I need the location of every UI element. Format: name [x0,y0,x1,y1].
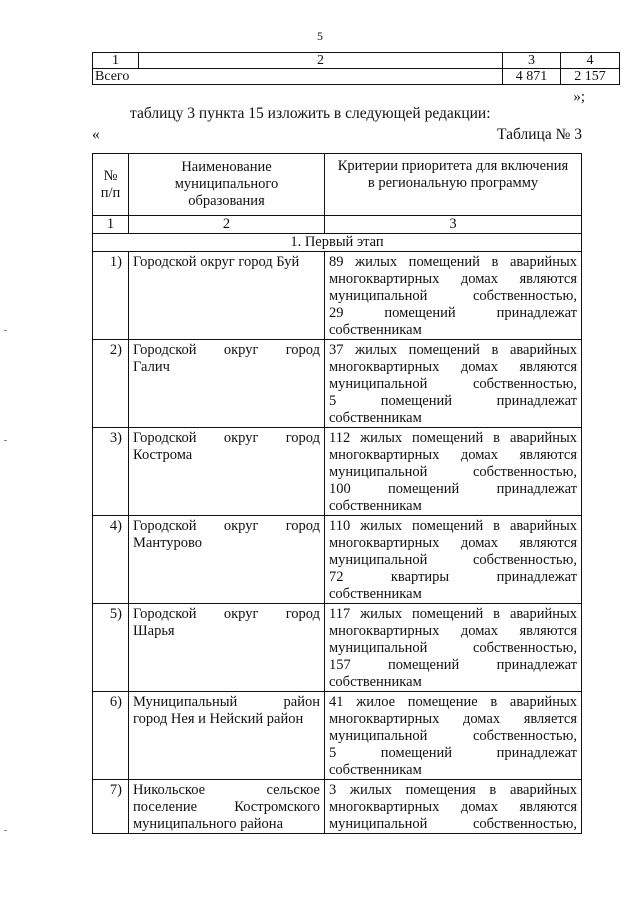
criteria-line: муниципальной собственностью, [329,640,577,656]
municipality-name-line: Шарья [133,623,175,639]
scan-artifact [4,440,7,441]
header-col-criteria [325,154,582,216]
criteria-line: собственникам [329,762,422,778]
municipality-name-line: Никольское сельское [133,782,320,798]
municipality-name [129,692,325,780]
criteria-line: 112 жилых помещений в аварийных [329,430,577,446]
table-row [93,516,582,604]
criteria-line: муниципальной собственностью, [329,816,577,832]
priority-criteria [325,604,582,692]
summary-header-cell: 1 [93,53,139,69]
municipality-name [129,252,325,340]
municipality-name [129,428,325,516]
summary-total-row [93,69,620,85]
table-row [93,428,582,516]
column-number-row [93,216,582,234]
criteria-line: многоквартирных домах являются [329,271,577,287]
row-number: 4) [93,516,129,604]
criteria-line: 89 жилых помещений в аварийных [329,254,577,270]
criteria-line: 37 жилых помещений в аварийных [329,342,577,358]
criteria-line: 41 жилое помещение в аварийных [329,694,577,710]
table-row [93,252,582,340]
table-row [93,780,582,834]
municipality-name-line: город Нея и Нейский район [133,711,304,727]
municipality-name-line: Городской округ город Буй [133,254,300,270]
row-number: 3) [93,428,129,516]
municipality-rows [93,252,582,834]
scan-artifact [4,830,7,831]
header-col-number [93,154,129,216]
stage-label: 1. Первый этап [93,234,582,252]
summary-header-cell: 2 [139,53,503,69]
opening-quote-mark: « [92,126,100,143]
header-line: Критерии приоритета для включения [337,158,569,174]
table-row [93,340,582,428]
criteria-line: 5 помещений принадлежат [329,393,577,409]
criteria-line: муниципальной собственностью, [329,464,577,480]
page-number: 5 [317,29,323,43]
municipality-name [129,604,325,692]
criteria-line: муниципальной собственностью, [329,376,577,392]
closing-quote-mark: »; [573,89,585,105]
row-number: 7) [93,780,129,834]
municipality-name-line: муниципального района [133,816,283,832]
header-line: образования [188,193,265,209]
criteria-line: собственникам [329,674,422,690]
municipality-name-line: Муниципальный район [133,694,320,710]
criteria-line: муниципальной собственностью, [329,728,577,744]
priority-criteria [325,252,582,340]
criteria-line: 110 жилых помещений в аварийных [329,518,577,534]
criteria-line: многоквартирных домах являются [329,447,577,463]
municipality-name-line: Городской округ город [133,518,320,534]
row-number: 1) [93,252,129,340]
summary-table-header-row [93,53,620,69]
summary-header-cell: 4 [561,53,620,69]
criteria-line: 117 жилых помещений в аварийных [329,606,577,622]
criteria-line: собственникам [329,498,422,514]
row-number: 6) [93,692,129,780]
table-caption: Таблица № 3 [497,126,582,143]
municipality-name-line: поселение Костромского [133,799,320,815]
criteria-line: многоквартирных домах являются [329,799,577,815]
priority-criteria-table [92,153,582,834]
municipality-name-line: Мантурово [133,535,202,551]
criteria-line: собственникам [329,322,422,338]
column-number-cell: 2 [129,216,325,234]
municipality-name [129,516,325,604]
criteria-line: 3 жилых помещения в аварийных [329,782,577,798]
scan-artifact [4,330,7,331]
municipality-name-line: Городской округ город [133,606,320,622]
criteria-line: собственникам [329,586,422,602]
column-number-cell: 1 [93,216,129,234]
header-line: в региональную программу [367,175,539,191]
municipality-name-line: Городской округ город [133,342,320,358]
criteria-line: 100 помещений принадлежат [329,481,577,497]
criteria-line: муниципальной собственностью, [329,552,577,568]
summary-total-col4: 2 157 [561,69,620,85]
criteria-line: 29 помещений принадлежат [329,305,577,321]
criteria-line: 5 помещений принадлежат [329,745,577,761]
criteria-line: 72 квартиры принадлежат [329,569,577,585]
criteria-line: многоквартирных домах являются [329,623,577,639]
header-col-municipality [129,154,325,216]
table-row [93,604,582,692]
criteria-line: многоквартирных домах являются [329,359,577,375]
table-row [93,692,582,780]
priority-criteria [325,428,582,516]
summary-total-label: Всего [93,69,503,85]
municipality-name-line: Кострома [133,447,193,463]
header-line: муниципального [174,176,279,192]
criteria-line: муниципальной собственностью, [329,288,577,304]
header-line: п/п [100,184,121,201]
row-number: 5) [93,604,129,692]
column-number-cell: 3 [325,216,582,234]
municipality-name-line: Галич [133,359,170,375]
header-line: Наименование [181,159,272,175]
intro-text: таблицу 3 пункта 15 изложить в следующей редакции: [130,105,491,122]
criteria-line: 157 помещений принадлежат [329,657,577,673]
priority-criteria [325,516,582,604]
row-number: 2) [93,340,129,428]
priority-criteria [325,780,582,834]
summary-table [92,52,620,85]
main-table-header-row [93,154,582,216]
summary-total-col3: 4 871 [503,69,561,85]
summary-header-cell: 3 [503,53,561,69]
header-line: № [103,167,118,184]
municipality-name [129,780,325,834]
priority-criteria [325,340,582,428]
municipality-name-line: Городской округ город [133,430,320,446]
priority-criteria [325,692,582,780]
stage-row [93,234,582,252]
criteria-line: многоквартирных домах являются [329,535,577,551]
municipality-name [129,340,325,428]
criteria-line: собственникам [329,410,422,426]
criteria-line: многоквартирных домах является [329,711,577,727]
